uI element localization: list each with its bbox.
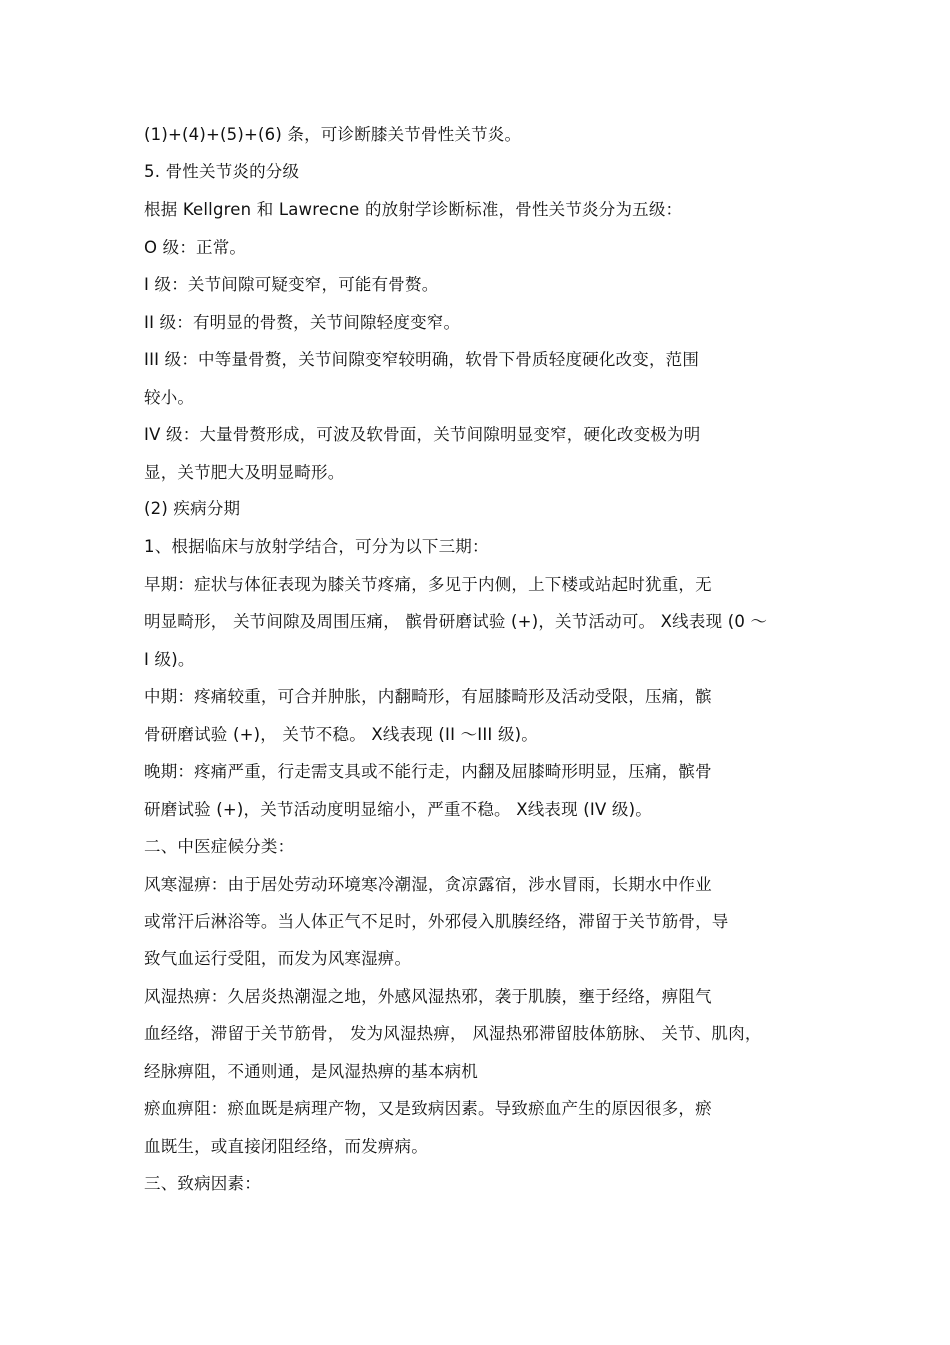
text-line: 骨研磨试验 (+)， 关节不稳。 X线表现 (II ～III 级)。: [144, 725, 538, 744]
text-line: 致气血运行受阻，而发为风寒湿痹。: [144, 949, 412, 968]
text-line: 经脉痹阻，不通则通，是风湿热痹的基本病机: [144, 1062, 478, 1081]
text-line: 或常汗后淋浴等。当人体正气不足时，外邪侵入肌腠经络，滞留于关节筋骨，导: [144, 912, 729, 931]
text-line: 研磨试验 (+)，关节活动度明显缩小，严重不稳。 X线表现 (IV 级)。: [144, 800, 652, 819]
text-line: 晚期：疼痛严重，行走需支具或不能行走，内翻及屈膝畸形明显，压痛，髌骨: [144, 762, 712, 781]
text-line: O 级：正常。: [144, 238, 247, 257]
text-line: I 级：关节间隙可疑变窄，可能有骨赘。: [144, 275, 439, 294]
text-line: 风寒湿痹：由于居处劳动环境寒冷潮湿，贪凉露宿，涉水冒雨，长期水中作业: [144, 875, 712, 894]
text-line: 血既生，或直接闭阻经络，而发痹病。: [144, 1137, 428, 1156]
text-line: 较小。: [144, 388, 195, 407]
section-heading: 三、致病因素：: [144, 1174, 261, 1193]
text-line: 血经络，滞留于关节筋骨， 发为风湿热痹， 风湿热邪滞留肢体筋脉、 关节、肌肉，: [144, 1024, 762, 1043]
text-line: 瘀血痹阻：瘀血既是病理产物，又是致病因素。导致瘀血产生的原因很多，瘀: [144, 1099, 712, 1118]
section-heading: 二、中医症候分类：: [144, 837, 295, 856]
text-line: 1、根据临床与放射学结合，可分为以下三期：: [144, 537, 489, 556]
section-heading: (2) 疾病分期: [144, 499, 241, 518]
text-line: IV 级：大量骨赘形成，可波及软骨面，关节间隙明显变窄，硬化改变极为明: [144, 425, 701, 444]
text-line: 中期：疼痛较重，可合并肿胀，内翻畸形，有屈膝畸形及活动受限，压痛，髌: [144, 687, 712, 706]
text-line: 显，关节肥大及明显畸形。: [144, 463, 345, 482]
text-line: I 级)。: [144, 650, 195, 669]
section-heading: 5. 骨性关节炎的分级: [144, 162, 300, 181]
text-line: III 级：中等量骨赘，关节间隙变窄较明确，软骨下骨质轻度硬化改变，范围: [144, 350, 700, 369]
text-line: 明显畸形， 关节间隙及周围压痛， 髌骨研磨试验 (+)，关节活动可。 X线表现 (0 ～: [144, 612, 768, 631]
text-line: 早期：症状与体征表现为膝关节疼痛，多见于内侧，上下楼或站起时犹重，无: [144, 575, 712, 594]
text-line: (1)+(4)+(5)+(6) 条，可诊断膝关节骨性关节炎。: [144, 125, 522, 144]
text-line: 根据 Kellgren 和 Lawrecne 的放射学诊断标准，骨性关节炎分为五级：: [144, 200, 683, 219]
text-line: 风湿热痹：久居炎热潮湿之地，外感风湿热邪，袭于肌腠，壅于经络，痹阻气: [144, 987, 712, 1006]
text-line: II 级：有明显的骨赘，关节间隙轻度变窄。: [144, 313, 461, 332]
